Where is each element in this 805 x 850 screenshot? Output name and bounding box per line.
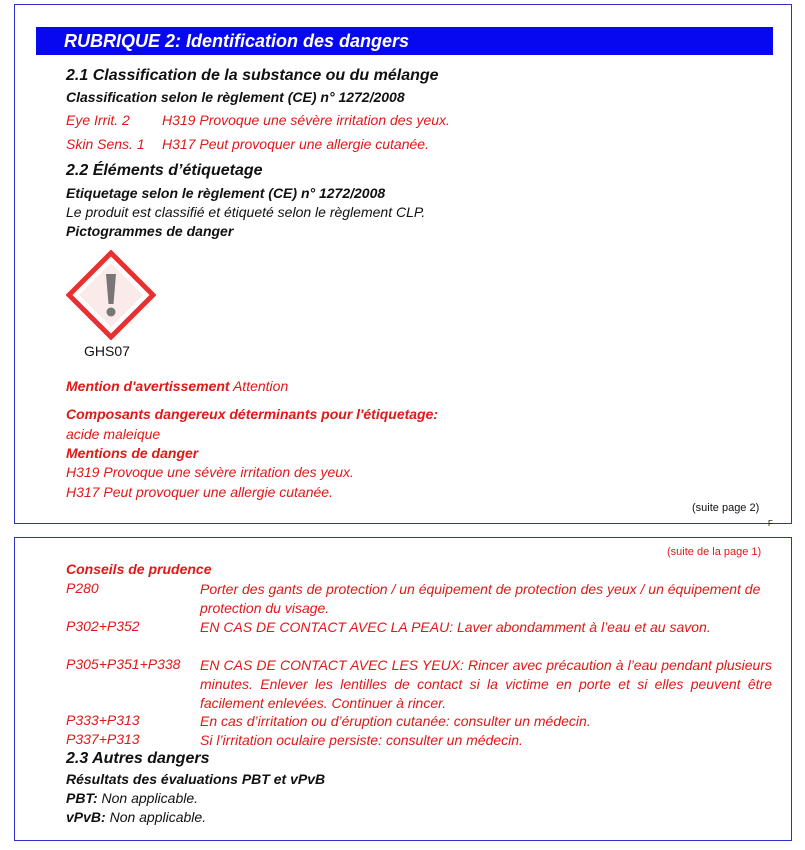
classification-text-1: H319 Provoque une sévère irritation des yeux. bbox=[162, 112, 450, 128]
section-banner: RUBRIQUE 2: Identification des dangers bbox=[36, 27, 773, 55]
precaution-code: P337+P313 bbox=[66, 731, 140, 747]
precaution-text: Si l’irritation oculaire persiste: consulter un médecin. bbox=[200, 732, 523, 748]
section-2-2-heading: 2.2 Éléments d’étiquetage bbox=[66, 162, 263, 179]
exclamation-mark-diamond-icon bbox=[66, 250, 156, 340]
classification-code-1: Eye Irrit. 2 bbox=[66, 112, 130, 128]
pbt-heading: Résultats des évaluations PBT et vPvB bbox=[66, 771, 326, 787]
section-2-1-heading: 2.1 Classification de la substance ou du mélange bbox=[66, 67, 439, 84]
component-name: acide maleique bbox=[66, 426, 161, 442]
precaution-text: EN CAS DE CONTACT AVEC LES YEUX: Rincer avec précaution à l’eau pendant plusieurs minutes. Enlever les lentilles de contact si la victime en porte et si elles peuvent être facilement enlevées. Continuer à rincer. bbox=[200, 657, 772, 711]
components-heading: Composants dangereux déterminants pour l'étiquetage: bbox=[66, 406, 439, 422]
classification-text-2: H317 Peut provoquer une allergie cutanée. bbox=[162, 136, 429, 152]
continued-note: (suite page 2) bbox=[692, 502, 760, 514]
precaution-heading: Conseils de prudence bbox=[66, 561, 212, 577]
classification-regulation: Classification selon le règlement (CE) n° 1272/2008 bbox=[66, 89, 405, 105]
hazard-statement-2: H317 Peut provoquer une allergie cutanée. bbox=[66, 484, 333, 500]
pbt-label: PBT: bbox=[66, 790, 98, 806]
pbt-value: Non applicable. bbox=[101, 790, 199, 806]
pictogram-heading: Pictogrammes de danger bbox=[66, 223, 234, 239]
clp-statement: Le produit est classifié et étiqueté selon le règlement CLP. bbox=[66, 204, 426, 220]
precaution-code: P302+P352 bbox=[66, 618, 140, 634]
pbt-line bbox=[66, 790, 198, 806]
precaution-code: P305+P351+P338 bbox=[66, 656, 181, 672]
page-marker: F bbox=[768, 519, 773, 528]
signal-label: Mention d'avertissement bbox=[66, 378, 230, 394]
vpvb-line bbox=[66, 809, 206, 825]
continued-from-note: (suite de la page 1) bbox=[667, 546, 762, 558]
vpvb-label: vPvB: bbox=[66, 809, 106, 825]
signal-value: Attention bbox=[232, 378, 289, 394]
precaution-code: P333+P313 bbox=[66, 712, 140, 728]
precaution-text: En cas d’irritation ou d’éruption cutanée: consulter un médecin. bbox=[200, 713, 591, 729]
classification-code-2: Skin Sens. 1 bbox=[66, 136, 145, 152]
labelling-regulation: Etiquetage selon le règlement (CE) n° 1272/2008 bbox=[66, 185, 386, 201]
hazard-statement-1: H319 Provoque une sévère irritation des yeux. bbox=[66, 464, 354, 480]
hazard-heading: Mentions de danger bbox=[66, 445, 199, 461]
precaution-text: Porter des gants de protection / un équipement de protection des yeux / un équipement de protection du visage. bbox=[200, 581, 761, 616]
precaution-code: P280 bbox=[66, 580, 99, 596]
section-2-3-heading: 2.3 Autres dangers bbox=[66, 750, 210, 767]
vpvb-value: Non applicable. bbox=[109, 809, 207, 825]
precaution-text: EN CAS DE CONTACT AVEC LA PEAU: Laver abondamment à l’eau et au savon. bbox=[200, 619, 711, 635]
pictogram-label: GHS07 bbox=[84, 343, 130, 359]
signal-word bbox=[66, 378, 288, 394]
